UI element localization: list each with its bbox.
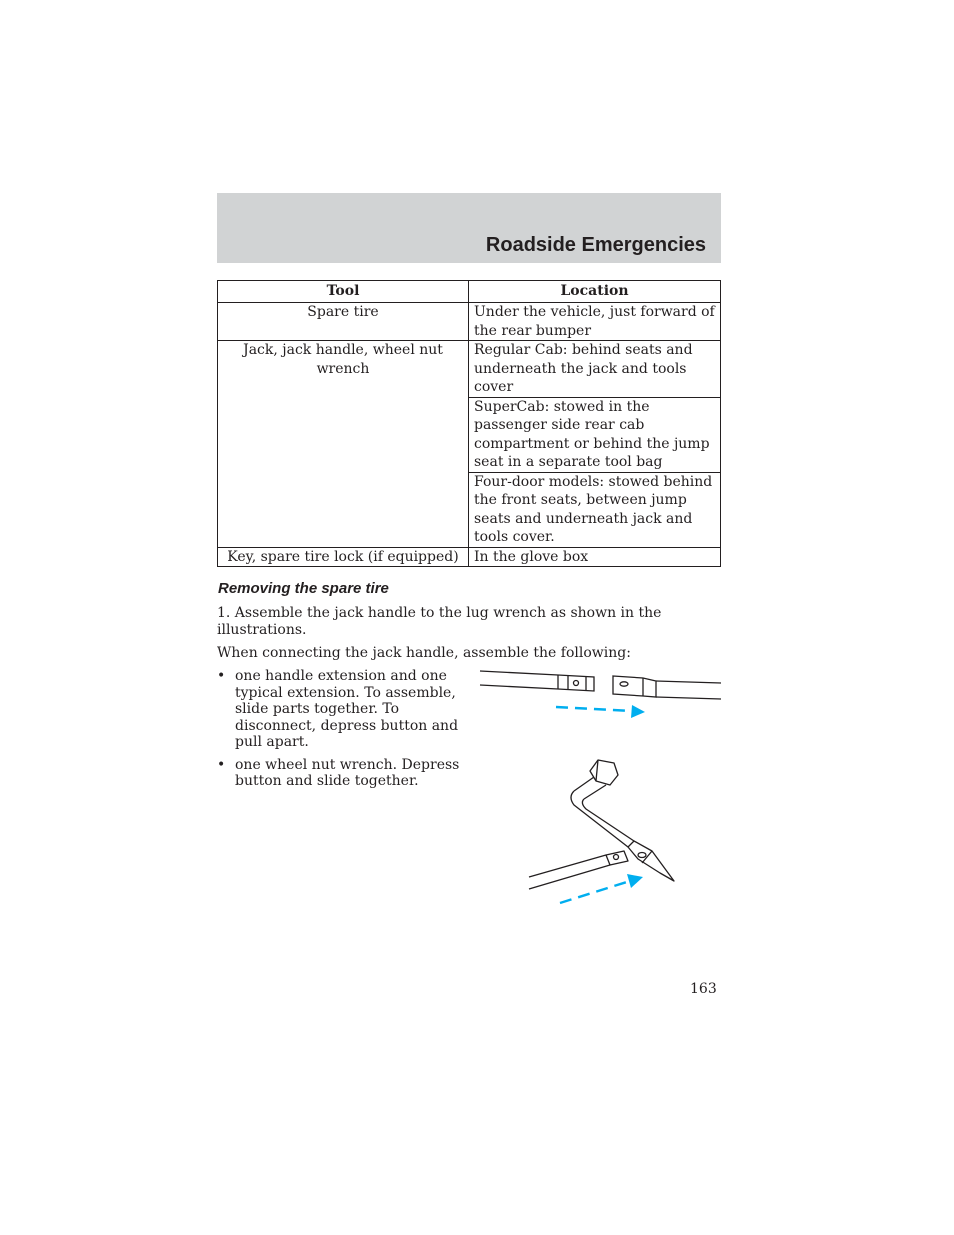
table-header-row bbox=[218, 281, 721, 303]
location-cell: SuperCab: stowed in the passenger side rear cab compartment or behind the jump seat in a separate tool bag bbox=[469, 397, 721, 472]
tool-cell: Jack, jack handle, wheel nut wrench bbox=[218, 341, 469, 548]
list-item bbox=[217, 757, 462, 790]
table-row bbox=[218, 303, 721, 341]
direction-arrow-icon bbox=[556, 705, 645, 718]
bullet-text: one wheel nut wrench. Depress button and slide together. bbox=[235, 756, 460, 789]
list-item bbox=[217, 668, 462, 751]
bullet-text: one handle extension and one typical extension. To assemble, slide parts together. To disconnect, depress button and pull apart. bbox=[235, 668, 459, 750]
table-row bbox=[218, 547, 721, 567]
tool-location-table bbox=[217, 280, 721, 567]
page-number: 163 bbox=[690, 981, 717, 997]
location-cell: Under the vehicle, just forward of the rear bumper bbox=[469, 303, 721, 341]
tool-cell: Spare tire bbox=[218, 303, 469, 341]
extension-assembly-illustration bbox=[478, 665, 723, 725]
table-row bbox=[218, 341, 721, 398]
direction-arrow-icon bbox=[560, 874, 643, 903]
location-cell: Four-door models: stowed behind the front seats, between jump seats and underneath jack and tools cover. bbox=[469, 472, 721, 547]
column-header-tool: Tool bbox=[218, 281, 469, 303]
intro-text: When connecting the jack handle, assemble the following: bbox=[217, 645, 631, 661]
section-heading: Removing the spare tire bbox=[218, 580, 389, 597]
header-band bbox=[217, 193, 721, 263]
page-title: Roadside Emergencies bbox=[485, 234, 706, 256]
lug-wrench-illustration bbox=[524, 755, 684, 910]
bullet-icon: • bbox=[217, 668, 226, 684]
tool-cell: Key, spare tire lock (if equipped) bbox=[218, 547, 469, 567]
step-1-text: 1. Assemble the jack handle to the lug wrench as shown in the illustrations. bbox=[217, 605, 662, 638]
location-cell: In the glove box bbox=[469, 547, 721, 567]
column-header-location: Location bbox=[469, 281, 721, 303]
bullet-list bbox=[217, 668, 462, 796]
bullet-icon: • bbox=[217, 756, 226, 773]
location-cell: Regular Cab: behind seats and underneath the jack and tools cover bbox=[469, 341, 721, 398]
